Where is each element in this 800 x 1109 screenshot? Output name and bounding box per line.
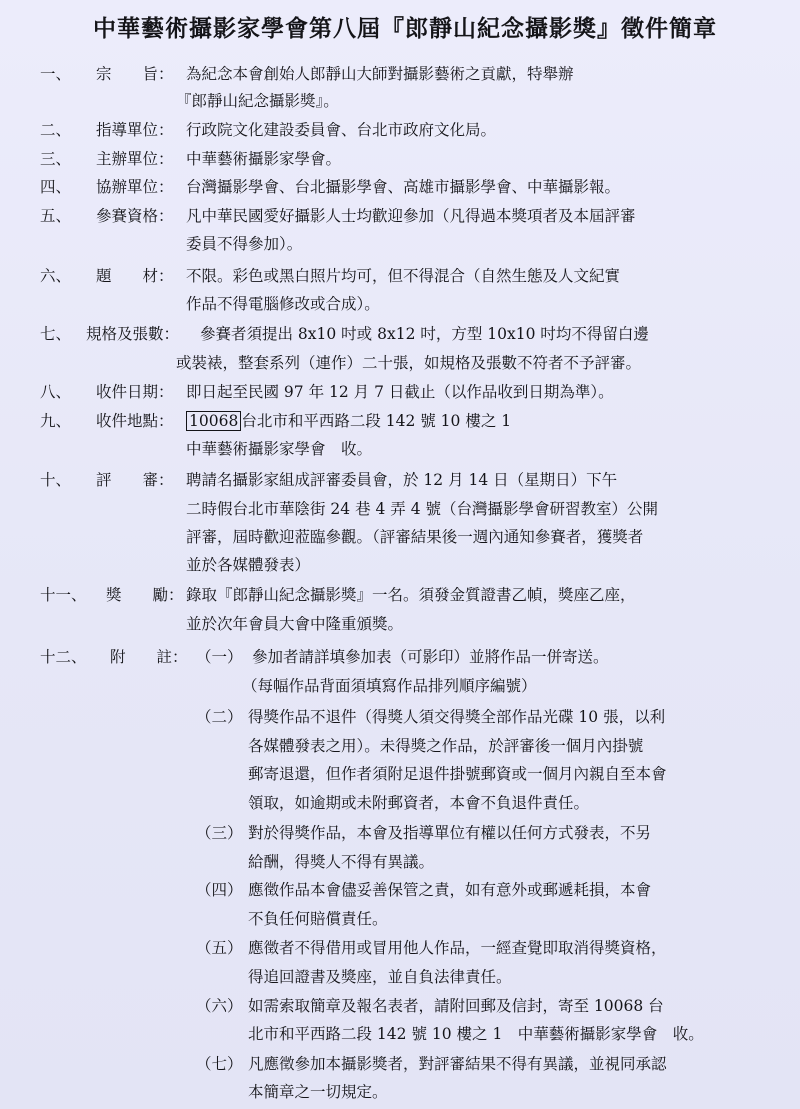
address-line: 台北市和平西路二段 142 號 10 樓之 1 xyxy=(241,412,512,430)
note-text: 不負任何賠償責任。 xyxy=(248,910,388,928)
section-label: 收件日期： xyxy=(96,383,174,401)
section-number: 八、 xyxy=(40,383,72,401)
section-text: 中華藝術攝影家學會。 xyxy=(186,150,342,168)
note-text: 凡應徵參加本攝影獎者，對評審結果不得有異議，並視同承認 xyxy=(248,1055,667,1073)
note-mark: （一） xyxy=(196,648,243,666)
note-text: 得獎作品不退件（得獎人須交得獎全部作品光碟 10 張，以利 xyxy=(248,708,666,726)
note-text: 領取，如逾期或未附郵資者，本會不負退件責任。 xyxy=(248,794,590,812)
note-text: 郵寄退還，但作者須附足退件掛號郵資或一個月內親自至本會 xyxy=(248,765,667,783)
section-label: 參賽資格： xyxy=(96,207,174,225)
section-text xyxy=(186,411,511,431)
note-mark: （五） xyxy=(196,939,243,957)
section-label: 評 審： xyxy=(96,471,174,489)
section-label: 收件地點： xyxy=(96,412,174,430)
section-text: 中華藝術攝影家學會 收。 xyxy=(186,440,373,458)
section-text: 即日起至民國 97 年 12 月 7 日截止（以作品收到日期為準）。 xyxy=(186,383,614,401)
section-label: 獎 勵： xyxy=(106,586,184,604)
section-number: 十二、 xyxy=(40,648,87,666)
section-text: 凡中華民國愛好攝影人士均歡迎參加（凡得過本獎項者及本屆評審 xyxy=(186,207,636,225)
note-text: 得追回證書及獎座，並自負法律責任。 xyxy=(248,968,512,986)
section-number: 三、 xyxy=(40,150,72,168)
section-text: 評審，屆時歡迎蒞臨參觀。（評審結果後一週內通知參賽者，獲獎者 xyxy=(186,528,644,546)
note-mark: （二） xyxy=(196,708,243,726)
section-text: 『郎靜山紀念攝影獎』。 xyxy=(176,92,339,110)
section-number: 九、 xyxy=(40,412,72,430)
section-text: 台灣攝影學會、台北攝影學會、高雄市攝影學會、中華攝影報。 xyxy=(186,178,621,196)
section-number: 六、 xyxy=(40,267,72,285)
note-text: 給酬，得獎人不得有異議。 xyxy=(248,853,435,871)
note-text: 應徵作品本會儘妥善保管之責，如有意外或郵遞耗損，本會 xyxy=(248,881,652,899)
section-number: 四、 xyxy=(40,178,72,196)
note-text: 北市和平西路二段 142 號 10 樓之 1 中華藝術攝影家學會 收。 xyxy=(248,1025,704,1043)
section-label: 協辦單位： xyxy=(96,178,174,196)
section-text: 或裝裱，整套系列（連作）二十張，如規格及張數不符者不予評審。 xyxy=(176,354,642,372)
section-number: 十一、 xyxy=(40,586,87,604)
section-number: 一、 xyxy=(40,65,72,83)
document-title: 中華藝術攝影家學會第八屆『郎靜山紀念攝影獎』徵件簡章 xyxy=(93,15,717,42)
section-label: 附 註： xyxy=(110,648,188,666)
section-text: 並於次年會員大會中隆重頒獎。 xyxy=(186,615,404,633)
section-number: 五、 xyxy=(40,207,72,225)
note-mark: （四） xyxy=(196,881,243,899)
section-number: 二、 xyxy=(40,121,72,139)
section-text: 二時假台北市華陰街 24 巷 4 弄 4 號（台灣攝影學會研習教室）公開 xyxy=(186,500,659,518)
postal-code-box: 10068 xyxy=(186,411,241,431)
note-mark: （六） xyxy=(196,997,243,1015)
section-text: 委員不得參加）。 xyxy=(186,235,303,253)
section-text: 作品不得電腦修改或合成）。 xyxy=(186,295,380,313)
note-text: （每幅作品背面須填寫作品排列順序編號） xyxy=(242,677,537,695)
note-text: 應徵者不得借用或冒用他人作品，一經查覺即取消得獎資格， xyxy=(248,939,667,957)
note-text: 如需索取簡章及報名表者，請附回郵及信封，寄至 10068 台 xyxy=(248,997,664,1015)
section-text: 聘請名攝影家組成評審委員會，於 12 月 14 日（星期日）下午 xyxy=(186,471,618,489)
note-text: 各媒體發表之用）。未得獎之作品，於評審後一個月內掛號 xyxy=(248,737,644,755)
section-number: 十、 xyxy=(40,471,72,489)
section-text: 參賽者須提出 8x10 吋或 8x12 吋，方型 10x10 吋均不得留白邊 xyxy=(200,325,649,343)
section-label: 主辦單位： xyxy=(96,150,174,168)
note-mark: （七） xyxy=(196,1055,243,1073)
section-text: 不限。彩色或黑白照片均可，但不得混合（自然生態及人文紀實 xyxy=(186,267,621,285)
note-text: 對於得獎作品，本會及指導單位有權以任何方式發表，不另 xyxy=(248,824,652,842)
section-label: 指導單位： xyxy=(96,121,174,139)
note-mark: （三） xyxy=(196,824,243,842)
note-text: 參加者請詳填參加表（可影印）並將作品一併寄送。 xyxy=(252,648,609,666)
section-text: 為紀念本會創始人郎靜山大師對攝影藝術之貢獻，特舉辦 xyxy=(186,65,574,83)
section-text: 並於各媒體發表） xyxy=(186,556,311,574)
section-label: 規格及張數： xyxy=(86,325,180,343)
section-text: 行政院文化建設委員會、台北市政府文化局。 xyxy=(186,121,497,139)
section-text: 錄取『郎靜山紀念攝影獎』一名。須發金質證書乙幀，獎座乙座， xyxy=(186,586,636,604)
section-label: 題 材： xyxy=(96,267,174,285)
section-number: 七、 xyxy=(40,325,72,343)
section-label: 宗 旨： xyxy=(96,65,174,83)
note-text: 本簡章之一切規定。 xyxy=(248,1083,388,1101)
